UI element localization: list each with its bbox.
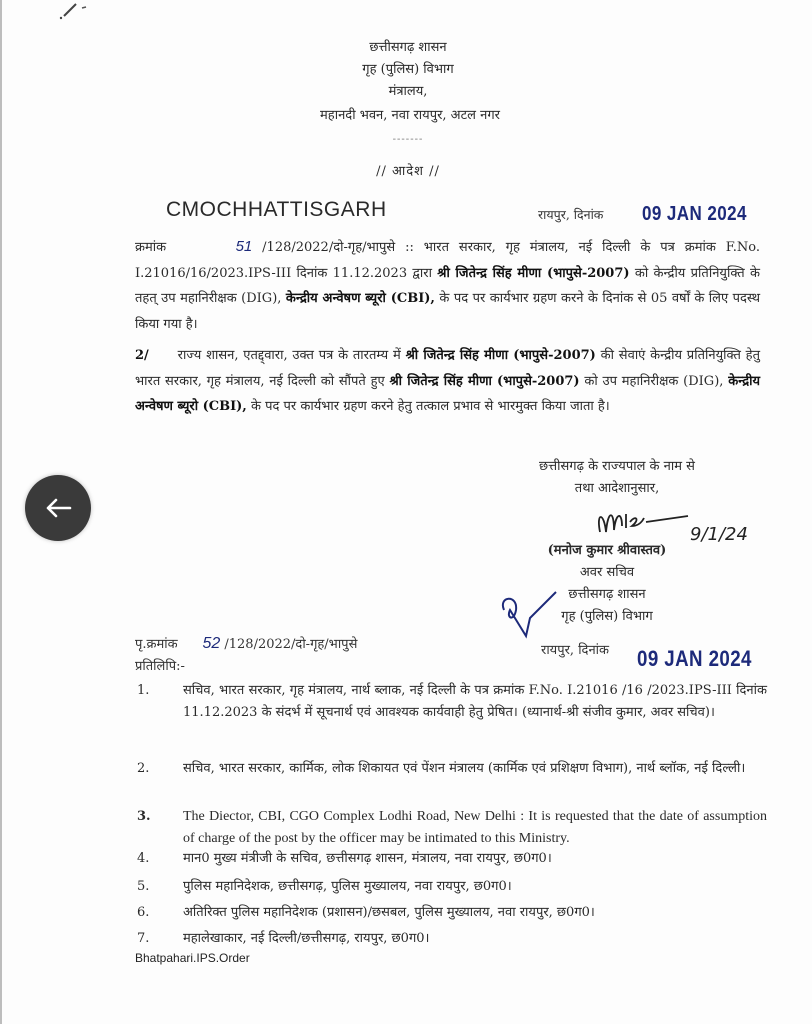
copy-list-number: 4. xyxy=(137,851,150,866)
copy-list-item xyxy=(137,806,767,850)
copy-list-number: 6. xyxy=(137,905,150,920)
signatory-name: (मनोज कुमार श्रीवास्तव) xyxy=(547,543,667,558)
header-govt: छत्तीसगढ़ शासन xyxy=(369,40,447,55)
authority-line-1: छत्तीसगढ़ के राज्यपाल के नाम से xyxy=(539,459,695,474)
endorsement-ref-label: पृ.क्रमांक xyxy=(135,637,178,652)
ref-text: /128/2022/दो-गृह/भापुसे :: भारत सरकार, गृह मंत्रालय, नई दिल्ली के पत्र क्रमांक F.No. I.21016/16/2023.IPS-III दिनांक 11.12.2023 द्वारा xyxy=(135,240,760,281)
officer-name: श्री जितेन्द्र सिंह मीणा (भापुसे-2007) xyxy=(405,348,596,363)
date-label: रायपुर, दिनांक xyxy=(538,207,604,222)
para2-number: 2/ xyxy=(135,348,149,363)
copy-list-item xyxy=(137,928,767,950)
copy-list-item xyxy=(137,876,767,898)
para2-text: को उप महानिरीक्षक (DIG), xyxy=(584,373,724,389)
header-ministry: मंत्रालय, xyxy=(388,84,428,99)
signatory-designation: अवर सचिव xyxy=(579,565,635,580)
copy-list-text: The Diector, CBI, CGO Complex Lodhi Road, New Delhi : It is requested that the date of assumption of charge of the post by the officer may be intimated to this Ministry. xyxy=(183,809,767,846)
order-title: // आदेश // xyxy=(376,164,440,179)
order-paragraph-2 xyxy=(135,343,760,420)
signature-authority xyxy=(502,456,732,500)
copy-list-number: 2. xyxy=(137,761,150,776)
ref-number: 51 xyxy=(235,238,253,255)
copy-list-text: पुलिस महानिदेशक, छत्तीसगढ़, पुलिस मुख्यालय, नवा रायपुर, छ0ग0। xyxy=(183,879,512,894)
para2-text: राज्य शासन, एतद्द्वारा, उक्त पत्र के तारतम्य में xyxy=(177,348,401,363)
header-separator: ------- xyxy=(392,134,424,145)
copy-list-item xyxy=(137,902,767,924)
copy-list-number: 7. xyxy=(137,931,150,946)
copy-list-text: मान0 मुख्य मंत्रीजी के सचिव, छत्तीसगढ़ शासन, मंत्रालय, नवा रायपुर, छ0ग0। xyxy=(183,851,552,866)
signatory-department: गृह (पुलिस) विभाग xyxy=(561,609,653,624)
back-button[interactable] xyxy=(25,475,91,541)
copy-list-text: सचिव, भारत सरकार, गृह मंत्रालय, नार्थ ब्लाक, नई दिल्ली के पत्र क्रमांक F.No. I.21016 /16 /2023.IPS-III दिनांक 11.12.2023 के संदर्भ में सूचनार्थ एवं आवश्यक कार्यवाही हेतु प्रेषित। (ध्यानार्थ-श्री संजीव कुमार, अवर सचिव)। xyxy=(183,683,767,720)
copy-list-number: 3. xyxy=(137,809,151,824)
para1-end: के पद पर कार्यभार ग्रहण करने के दिनांक से 05 वर्षों के लिए पदस्थ किया गया है। xyxy=(135,291,761,332)
endorsement-ref xyxy=(135,634,357,653)
signatory-govt: छत्तीसगढ़ शासन xyxy=(568,587,646,602)
date-stamp: 09 JAN 2024 xyxy=(642,203,747,225)
stray-pen-mark xyxy=(54,2,94,22)
officer-name: श्री जितेन्द्र सिंह मीणा (भापुसे-2007) xyxy=(389,373,580,389)
arrow-left-icon xyxy=(44,497,72,519)
initials-scribble xyxy=(496,588,566,648)
copy-list-item xyxy=(137,680,767,724)
copy-list-item xyxy=(137,848,767,870)
endorsement-date-label: रायपुर, दिनांक xyxy=(541,643,610,658)
header-address: महानदी भवन, नवा रायपुर, अटल नगर xyxy=(320,108,500,123)
para2-text: की सेवाएं केन्द्रीय प्रतिनियुक्ति हेतु भारत सरकार, गृह मंत्रालय, नई दिल्ली को सौंपते हुए xyxy=(135,348,760,389)
watermark-text: CMOCHHATTISGARH xyxy=(166,198,387,221)
copy-list-text: सचिव, भारत सरकार, कार्मिक, लोक शिकायत एवं पेंशन मंत्रालय (कार्मिक एवं प्रशिक्षण विभाग), नार्थ ब्लॉक, नई दिल्ली। xyxy=(183,761,746,776)
endorsement-ref-text: /128/2022/दो-गृह/भापुसे xyxy=(224,637,358,652)
para2-end: के पद पर कार्यभार ग्रहण करने हेतु तत्काल प्रभाव से भारमुक्त किया जाता है। xyxy=(250,399,610,414)
ref-label: क्रमांक xyxy=(135,240,167,255)
footer-label: Bhatpahari.IPS.Order xyxy=(135,951,250,965)
copy-list-number: 5. xyxy=(137,879,150,894)
endorsement-ref-number: 52 xyxy=(202,635,221,652)
copy-list-text: अतिरिक्त पुलिस महानिदेशक (प्रशासन)/छसबल, पुलिस मुख्यालय, नवा रायपुर, छ0ग0। xyxy=(183,905,595,920)
header-department: गृह (पुलिस) विभाग xyxy=(362,62,454,77)
copy-list-item xyxy=(137,758,767,780)
cbi-bold: केन्द्रीय अन्वेषण ब्यूरो (CBI), xyxy=(135,373,760,414)
order-paragraph-1 xyxy=(135,234,760,337)
copy-list-text: महालेखाकार, नई दिल्ली/छत्तीसगढ़, रायपुर, छ0ग0। xyxy=(183,931,430,946)
authority-line-2: तथा आदेशानुसार, xyxy=(574,481,660,496)
copy-list-number: 1. xyxy=(137,683,150,698)
cbi-bold: केन्द्रीय अन्वेषण ब्यूरो (CBI), xyxy=(285,291,435,306)
endorsement-date-stamp: 09 JAN 2024 xyxy=(637,646,752,671)
handwritten-date: 9/1/24 xyxy=(690,524,748,545)
officer-name: श्री जितेन्द्र सिंह मीणा (भापुसे-2007) xyxy=(437,265,630,281)
copy-label: प्रतिलिपि:- xyxy=(135,659,185,674)
para1-text: को केन्द्रीय प्रतिनियुक्ति के तहत् उप महानिरीक्षक (DIG), xyxy=(135,265,761,306)
